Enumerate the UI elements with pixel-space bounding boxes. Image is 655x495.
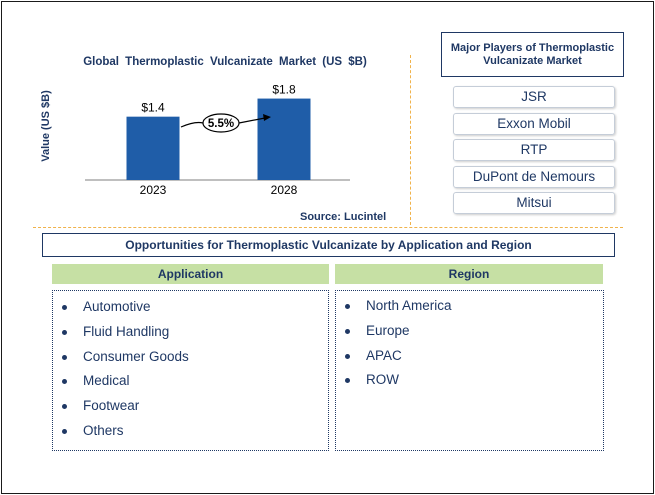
application-item: Consumer Goods <box>53 345 328 370</box>
application-item: Fluid Handling <box>53 320 328 345</box>
growth-rate-label: 5.5% <box>207 118 235 130</box>
application-list <box>53 291 328 444</box>
x-tick-label: 2028 <box>270 183 298 197</box>
application-header: Application <box>52 264 329 284</box>
application-item: Medical <box>53 369 328 394</box>
bar <box>127 117 180 180</box>
major-players-title: Major Players of Thermoplastic Vulcanizate Market <box>441 32 624 77</box>
region-item: Europe <box>336 319 603 344</box>
player-item: RTP <box>453 139 615 161</box>
growth-arrow-tail <box>181 123 203 128</box>
opportunities-title: Opportunities for Thermoplastic Vulcanizate by Application and Region <box>42 233 615 257</box>
bar-value-label: $1.4 <box>141 100 165 115</box>
player-item: DuPont de Nemours <box>453 166 615 188</box>
region-box <box>335 290 604 451</box>
chart-title: Global Thermoplastic Vulcanizate Market (US $B) <box>83 56 367 68</box>
vertical-divider <box>410 55 411 225</box>
player-item: Exxon Mobil <box>453 113 615 135</box>
application-item: Others <box>53 419 328 444</box>
application-box <box>52 290 329 451</box>
source-note: Source: Lucintel <box>300 211 387 223</box>
player-item: JSR <box>453 86 615 108</box>
region-list <box>336 291 603 393</box>
application-item: Automotive <box>53 295 328 320</box>
y-axis-label: Value (US $B) <box>40 90 52 162</box>
x-tick-label: 2023 <box>139 183 167 197</box>
region-header: Region <box>335 264 603 284</box>
horizontal-divider <box>33 227 623 228</box>
bar-value-label: $1.8 <box>272 85 296 97</box>
region-item: APAC <box>336 344 603 369</box>
region-item: North America <box>336 294 603 319</box>
player-item: Mitsui <box>453 192 615 214</box>
bar-chart <box>85 85 365 200</box>
region-item: ROW <box>336 368 603 393</box>
application-item: Footwear <box>53 394 328 419</box>
bar <box>258 99 311 180</box>
